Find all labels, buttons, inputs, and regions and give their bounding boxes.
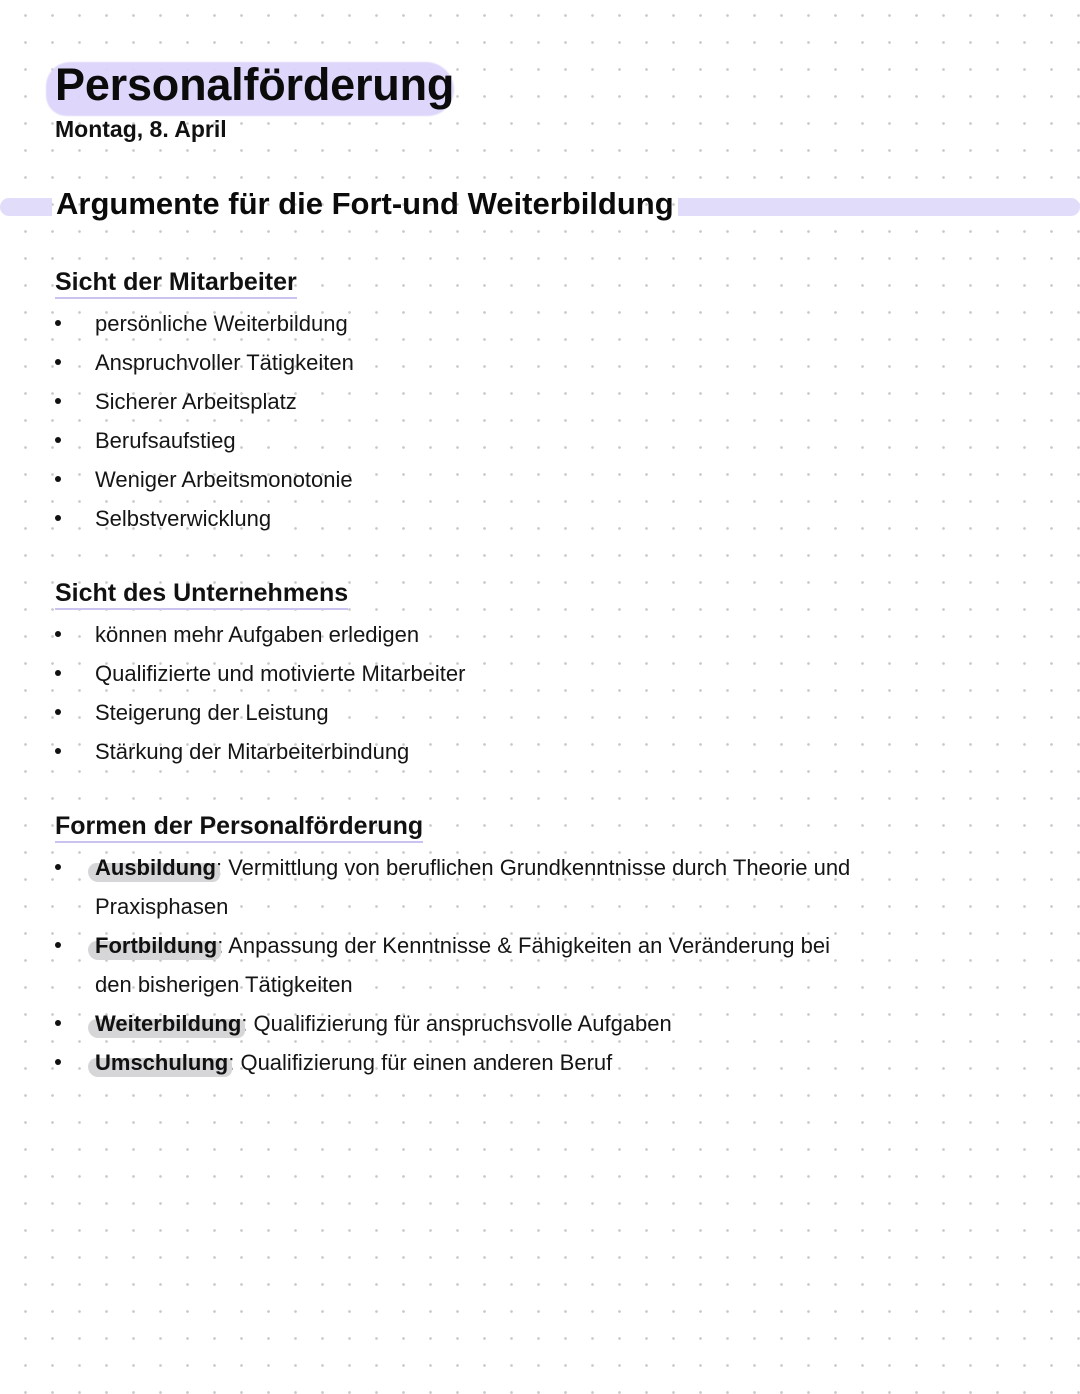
heading-sicht-mitarbeiter: Sicht der Mitarbeiter (55, 267, 297, 299)
bullet-icon (55, 359, 61, 365)
bullet-icon (55, 476, 61, 482)
list-item-umschulung (0, 1043, 1000, 1082)
term-definition: : Anpassung der Kenntnisse & Fähigkeiten an Veränderung bei den bisherigen Tätigkeiten (95, 933, 830, 997)
section-title: Argumente für die Fort-und Weiterbildung (52, 184, 678, 224)
list-item-text: Berufsaufstieg (95, 428, 236, 453)
heading-formen: Formen der Personalförderung (55, 811, 423, 843)
term-highlight: Fortbildung (95, 933, 218, 958)
bullet-icon (55, 670, 61, 676)
term-definition: : Qualifizierung für anspruchsvolle Aufgaben (241, 1011, 672, 1036)
bullet-icon (55, 942, 61, 948)
bullet-icon (55, 398, 61, 404)
list-item (0, 304, 1000, 343)
bullet-icon (55, 864, 61, 870)
list-item (0, 732, 1000, 771)
list-item-ausbildung (0, 848, 1000, 926)
bullet-icon (55, 1059, 61, 1065)
term-highlight: Ausbildung (95, 855, 216, 880)
bullet-icon (55, 320, 61, 326)
term-definition: : Qualifizierung für einen anderen Beruf (228, 1050, 613, 1075)
title-block (46, 58, 454, 112)
bullet-icon (55, 709, 61, 715)
list-item-text: Weniger Arbeitsmonotonie (95, 467, 353, 492)
term-highlight: Weiterbildung (95, 1011, 242, 1036)
list-item-text: persönliche Weiterbildung (95, 311, 348, 336)
list-item (0, 382, 1000, 421)
list-item (0, 460, 1000, 499)
bullet-icon (55, 748, 61, 754)
list-item (0, 693, 1000, 732)
list-item (0, 343, 1000, 382)
bullet-icon (55, 631, 61, 637)
bullet-icon (55, 515, 61, 521)
page-title: Personalförderung (55, 59, 455, 110)
page-date: Montag, 8. April (55, 116, 227, 142)
list-item (0, 421, 1000, 460)
list-item-fortbildung (0, 926, 1000, 1004)
list-formen (0, 848, 1000, 1082)
list-mitarbeiter (0, 304, 1000, 538)
list-item (0, 615, 1000, 654)
heading-sicht-unternehmen: Sicht des Unternehmens (55, 578, 348, 610)
term-highlight: Umschulung (95, 1050, 229, 1075)
list-item-text: Stärkung der Mitarbeiterbindung (95, 739, 410, 764)
list-item-weiterbildung (0, 1004, 1000, 1043)
list-item-text: Qualifizierte und motivierte Mitarbeiter (95, 661, 466, 686)
list-item-text: Sicherer Arbeitsplatz (95, 389, 297, 414)
list-item (0, 499, 1000, 538)
bullet-icon (55, 1020, 61, 1026)
list-item-text: können mehr Aufgaben erledigen (95, 622, 420, 647)
term-definition: : Vermittlung von beruflichen Grundkenntnisse durch Theorie und Praxisphasen (95, 855, 851, 919)
list-item-text: Selbstverwicklung (95, 506, 272, 531)
list-item (0, 654, 1000, 693)
bullet-icon (55, 437, 61, 443)
list-item-text: Anspruchvoller Tätigkeiten (95, 350, 354, 375)
list-unternehmen (0, 615, 1000, 771)
list-item-text: Steigerung der Leistung (95, 700, 329, 725)
